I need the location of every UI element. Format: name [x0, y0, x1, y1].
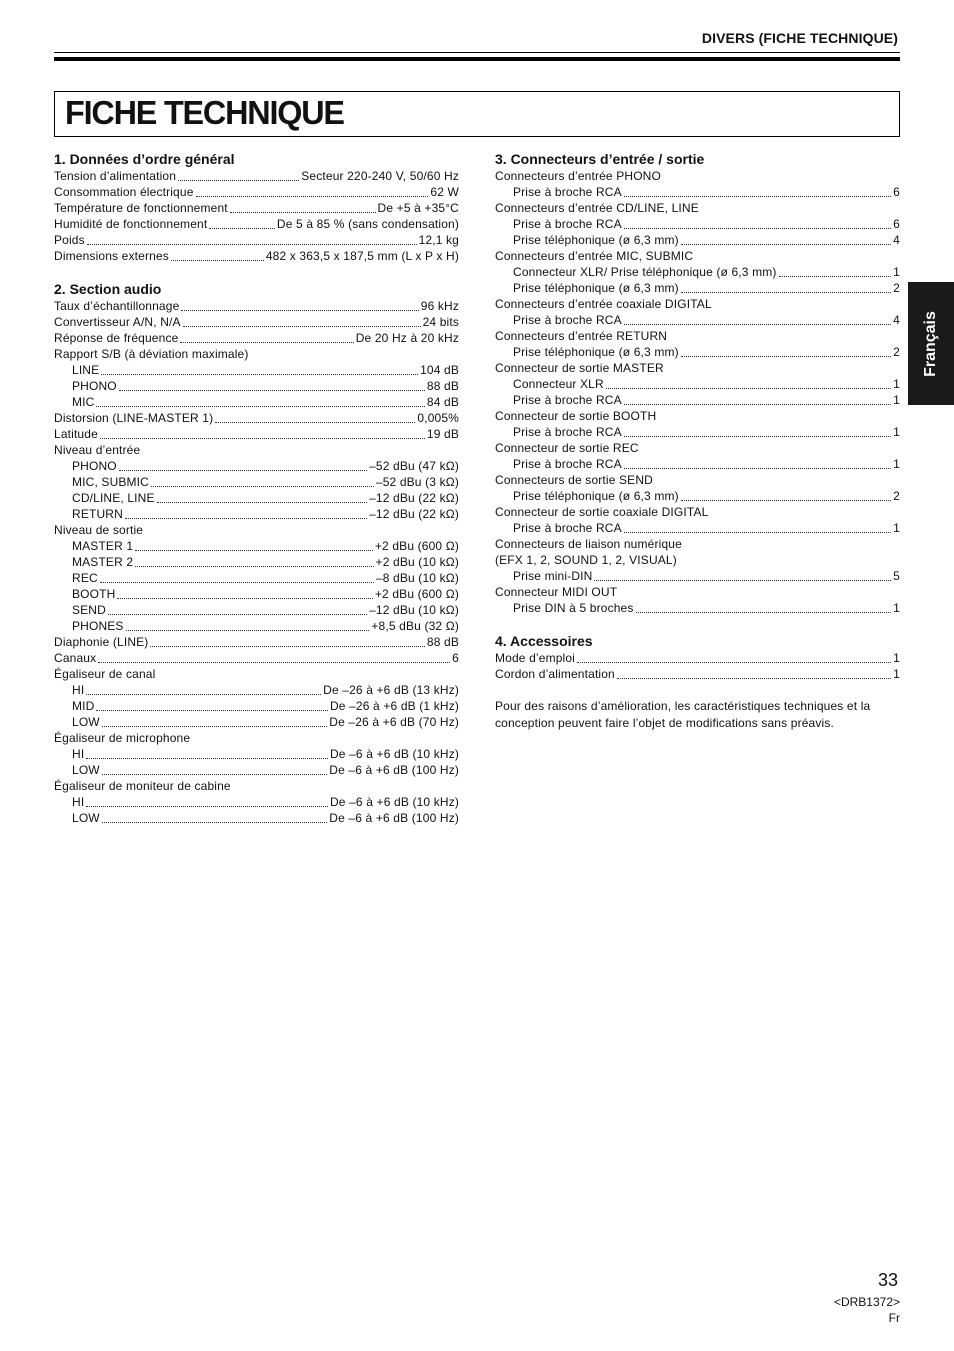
spec-row [495, 488, 900, 504]
leader-dots [102, 774, 327, 775]
spec-label: Connecteurs d’entrée RETURN [495, 329, 668, 343]
leader-dots [86, 758, 328, 759]
spec-value: 96 kHz [420, 299, 459, 313]
spec-label: Prise téléphonique (ø 6,3 mm) [513, 489, 679, 503]
leader-dots [606, 388, 891, 389]
leader-dots [119, 470, 367, 471]
spec-value: De –26 à +6 dB (70 Hz) [329, 715, 459, 729]
spec-row [54, 442, 459, 458]
header-rule-thin [54, 52, 900, 53]
leader-dots [215, 422, 415, 423]
spec-value: +2 dBu (10 kΩ) [375, 555, 459, 569]
spec-row [495, 184, 900, 200]
spec-value: 482 x 363,5 x 187,5 mm (L x P x H) [265, 249, 459, 263]
spec-label: RETURN [72, 507, 123, 521]
leader-dots [594, 580, 891, 581]
leader-dots [681, 500, 891, 501]
spec-label: Niveau d’entrée [54, 443, 141, 457]
leader-dots [87, 244, 417, 245]
leader-dots [102, 726, 327, 727]
spec-label: LOW [72, 715, 100, 729]
spec-row [54, 232, 459, 248]
leader-dots [98, 662, 450, 663]
leader-dots [102, 822, 327, 823]
spec-row [54, 216, 459, 232]
spec-label: REC [72, 571, 98, 585]
spec-row [495, 168, 900, 184]
spec-label: Connecteur MIDI OUT [495, 585, 618, 599]
spec-value: 1 [893, 601, 900, 615]
spec-row [495, 264, 900, 280]
section-title: 1. Données d’ordre général [54, 151, 235, 167]
spec-label: Rapport S/B (à déviation maximale) [54, 347, 249, 361]
spec-label: (EFX 1, 2, SOUND 1, 2, VISUAL) [495, 553, 677, 567]
spec-label: PHONES [72, 619, 124, 633]
spec-row [54, 490, 459, 506]
spec-label: Dimensions externes [54, 249, 169, 263]
spec-row [54, 298, 459, 314]
spec-value: –12 dBu (10 kΩ) [369, 603, 459, 617]
spec-row [495, 440, 900, 456]
spec-label: Convertisseur A/N, N/A [54, 315, 181, 329]
spec-label: Prise à broche RCA [513, 313, 622, 327]
spec-value: 1 [893, 521, 900, 535]
spec-value: 6 [452, 651, 459, 665]
spec-label: MID [72, 699, 95, 713]
spec-label: HI [72, 683, 85, 697]
spec-label: LOW [72, 763, 100, 777]
spec-value: De 20 Hz à 20 kHz [355, 331, 459, 345]
leader-dots [196, 196, 429, 197]
spec-label: Prise à broche RCA [513, 457, 622, 471]
spec-row [495, 552, 900, 568]
leader-dots [178, 180, 299, 181]
spec-value: De 5 à 85 % (sans condensation) [276, 217, 459, 231]
spec-label: Prise mini-DIN [513, 569, 593, 583]
leader-dots [624, 436, 891, 437]
spec-value: De –6 à +6 dB (100 Hz) [329, 763, 459, 777]
spec-row [495, 248, 900, 264]
spec-value: 88 dB [426, 379, 459, 393]
spec-value: 84 dB [426, 395, 459, 409]
spec-label: Connecteur XLR [513, 377, 604, 391]
spec-value: 6 [893, 185, 900, 199]
spec-row [54, 538, 459, 554]
spec-value: 1 [893, 425, 900, 439]
spec-label: Prise DIN à 5 broches [513, 601, 634, 615]
spec-row [495, 344, 900, 360]
leader-dots [624, 228, 891, 229]
leader-dots [636, 612, 892, 613]
spec-label: Consommation électrique [54, 185, 194, 199]
section-title: 4. Accessoires [495, 633, 593, 649]
spec-row [495, 280, 900, 296]
spec-value: 12,1 kg [418, 233, 459, 247]
spec-value: De +5 à +35°C [377, 201, 459, 215]
spec-label: Réponse de fréquence [54, 331, 179, 345]
spec-row [495, 232, 900, 248]
spec-row [54, 554, 459, 570]
spec-row [495, 328, 900, 344]
spec-value: –12 dBu (22 kΩ) [369, 491, 459, 505]
leader-dots [86, 806, 328, 807]
spec-label: Connecteur XLR/ Prise téléphonique (ø 6,3 mm) [513, 265, 777, 279]
spec-row [54, 362, 459, 378]
spec-label: HI [72, 795, 85, 809]
spec-row [54, 346, 459, 362]
spec-value: 1 [893, 457, 900, 471]
leader-dots [117, 598, 372, 599]
spec-label: Humidité de fonctionnement [54, 217, 208, 231]
spec-value: 1 [893, 667, 900, 681]
spec-label: Prise téléphonique (ø 6,3 mm) [513, 233, 679, 247]
spec-label: Prise à broche RCA [513, 185, 622, 199]
spec-label: Tension d’alimentation [54, 169, 177, 183]
section-header-label: DIVERS (FICHE TECHNIQUE) [701, 30, 898, 46]
spec-value: 4 [893, 313, 900, 327]
spec-label: Prise à broche RCA [513, 393, 622, 407]
spec-label: Connecteurs d’entrée coaxiale DIGITAL [495, 297, 712, 311]
leader-dots [181, 310, 418, 311]
leader-dots [681, 356, 891, 357]
section-title: 2. Section audio [54, 281, 162, 297]
spec-row [54, 730, 459, 746]
spec-label: Égaliseur de canal [54, 667, 156, 681]
spec-label: Égaliseur de microphone [54, 731, 191, 745]
spec-row [495, 472, 900, 488]
language-side-tab [908, 282, 954, 405]
spec-label: Connecteurs d’entrée CD/LINE, LINE [495, 201, 699, 215]
leader-dots [119, 390, 425, 391]
spec-row [54, 200, 459, 216]
spec-value: 1 [893, 651, 900, 665]
spec-section [495, 632, 900, 682]
spec-row [54, 458, 459, 474]
spec-label: MIC, SUBMIC [72, 475, 149, 489]
spec-value: De –26 à +6 dB (1 kHz) [329, 699, 459, 713]
spec-label: Connecteur de sortie REC [495, 441, 639, 455]
spec-value: De –6 à +6 dB (10 kHz) [329, 795, 459, 809]
spec-row [495, 584, 900, 600]
spec-value: –52 dBu (3 kΩ) [375, 475, 459, 489]
spec-label: Taux d’échantillonnage [54, 299, 180, 313]
spec-row [495, 312, 900, 328]
leader-dots [135, 566, 373, 567]
spec-row [54, 248, 459, 264]
spec-row [495, 650, 900, 666]
spec-label: Température de fonctionnement [54, 201, 228, 215]
spec-value: 6 [893, 217, 900, 231]
spec-value: De –6 à +6 dB (10 kHz) [329, 747, 459, 761]
spec-label: LOW [72, 811, 100, 825]
spec-label: Canaux [54, 651, 97, 665]
leader-dots [157, 502, 367, 503]
spec-label: Prise téléphonique (ø 6,3 mm) [513, 345, 679, 359]
spec-label: SEND [72, 603, 106, 617]
spec-row [495, 504, 900, 520]
spec-row [54, 394, 459, 410]
spec-label: Poids [54, 233, 85, 247]
spec-row [54, 746, 459, 762]
spec-value: 0,005% [417, 411, 459, 425]
spec-label: Cordon d’alimentation [495, 667, 615, 681]
spec-row [495, 360, 900, 376]
leader-dots [171, 260, 264, 261]
leader-dots [135, 550, 373, 551]
leader-dots [624, 324, 891, 325]
spec-row [54, 570, 459, 586]
spec-value: +2 dBu (600 Ω) [374, 587, 459, 601]
spec-label: Égaliseur de moniteur de cabine [54, 779, 231, 793]
leader-dots [209, 228, 275, 229]
spec-label: Prise à broche RCA [513, 521, 622, 535]
spec-value: 2 [893, 489, 900, 503]
spec-row [495, 216, 900, 232]
spec-row [54, 698, 459, 714]
leader-dots [681, 244, 891, 245]
leader-dots [96, 406, 424, 407]
spec-value: 88 dB [426, 635, 459, 649]
spec-label: Connecteurs d’entrée PHONO [495, 169, 661, 183]
spec-section [54, 150, 459, 264]
leader-dots [125, 518, 367, 519]
spec-label: Prise à broche RCA [513, 217, 622, 231]
document-code: <DRB1372> [833, 1295, 900, 1309]
spec-label: LINE [72, 363, 100, 377]
document-language-code: Fr [888, 1311, 900, 1325]
spec-value: 5 [893, 569, 900, 583]
leader-dots [624, 532, 891, 533]
spec-value: 2 [893, 281, 900, 295]
spec-value: De –6 à +6 dB (100 Hz) [329, 811, 459, 825]
section-title: 3. Connecteurs d’entrée / sortie [495, 151, 705, 167]
spec-value: 4 [893, 233, 900, 247]
spec-label: HI [72, 747, 85, 761]
leader-dots [624, 468, 891, 469]
page-title: FICHE TECHNIQUE [65, 94, 344, 131]
spec-label: Connecteurs d’entrée MIC, SUBMIC [495, 249, 694, 263]
spec-value: 1 [893, 377, 900, 391]
spec-label: Niveau de sortie [54, 523, 144, 537]
spec-value: 24 bits [422, 315, 459, 329]
spec-row [54, 762, 459, 778]
spec-value: Secteur 220-240 V, 50/60 Hz [301, 169, 459, 183]
spec-row [54, 522, 459, 538]
leader-dots [681, 292, 891, 293]
spec-label: PHONO [72, 379, 117, 393]
spec-row [495, 376, 900, 392]
spec-row [54, 650, 459, 666]
leader-dots [126, 630, 370, 631]
leader-dots [86, 694, 321, 695]
spec-value: +8,5 dBu (32 Ω) [371, 619, 459, 633]
leader-dots [183, 326, 421, 327]
spec-label: Diaphonie (LINE) [54, 635, 149, 649]
spec-label: Latitude [54, 427, 98, 441]
spec-row [54, 330, 459, 346]
spec-row [54, 314, 459, 330]
spec-row [54, 474, 459, 490]
spec-row [54, 168, 459, 184]
leader-dots [96, 710, 328, 711]
spec-label: Prise à broche RCA [513, 425, 622, 439]
spec-section [495, 150, 900, 616]
spec-row [495, 296, 900, 312]
spec-row [54, 426, 459, 442]
spec-row [495, 520, 900, 536]
spec-value: 62 W [430, 185, 459, 199]
spec-label: MIC [72, 395, 95, 409]
spec-row [54, 618, 459, 634]
leader-dots [624, 404, 891, 405]
page-title-box [54, 91, 900, 137]
leader-dots [100, 582, 374, 583]
spec-label: Connecteurs de liaison numérique [495, 537, 682, 551]
spec-label: PHONO [72, 459, 117, 473]
header-rule-thick [54, 57, 900, 61]
spec-value: –52 dBu (47 kΩ) [369, 459, 459, 473]
spec-value: +2 dBu (600 Ω) [374, 539, 459, 553]
leader-dots [101, 374, 418, 375]
spec-row [54, 378, 459, 394]
leader-dots [150, 646, 424, 647]
spec-row [54, 682, 459, 698]
spec-row [54, 634, 459, 650]
spec-label: Prise téléphonique (ø 6,3 mm) [513, 281, 679, 295]
spec-value: 2 [893, 345, 900, 359]
spec-label: Distorsion (LINE-MASTER 1) [54, 411, 214, 425]
spec-row [54, 184, 459, 200]
disclaimer-note: Pour des raisons d’amélioration, les caractéristiques techniques et la conception peuvent faire l’objet de modifications sans préavis. [495, 699, 871, 730]
spec-row [54, 794, 459, 810]
spec-label: CD/LINE, LINE [72, 491, 155, 505]
spec-label: Connecteurs de sortie SEND [495, 473, 653, 487]
spec-value: 1 [893, 265, 900, 279]
spec-label: BOOTH [72, 587, 116, 601]
spec-row [495, 200, 900, 216]
leader-dots [577, 662, 891, 663]
right-column [495, 150, 900, 732]
spec-label: Mode d’emploi [495, 651, 575, 665]
leader-dots [100, 438, 425, 439]
spec-row [495, 392, 900, 408]
spec-row [495, 600, 900, 616]
language-side-tab-label: Français [922, 310, 939, 377]
leader-dots [230, 212, 376, 213]
left-column [54, 150, 459, 842]
spec-row [495, 568, 900, 584]
leader-dots [151, 486, 374, 487]
spec-label: MASTER 2 [72, 555, 134, 569]
spec-row [495, 666, 900, 682]
leader-dots [617, 678, 891, 679]
spec-row [495, 424, 900, 440]
spec-row [495, 536, 900, 552]
spec-row [495, 456, 900, 472]
spec-label: MASTER 1 [72, 539, 134, 553]
spec-row [54, 410, 459, 426]
spec-row [54, 714, 459, 730]
leader-dots [779, 276, 892, 277]
page-number: 33 [877, 1270, 898, 1290]
spec-label: Connecteur de sortie coaxiale DIGITAL [495, 505, 709, 519]
leader-dots [108, 614, 367, 615]
leader-dots [180, 342, 353, 343]
spec-row [54, 602, 459, 618]
spec-row [54, 810, 459, 826]
spec-row [54, 586, 459, 602]
spec-row [54, 506, 459, 522]
spec-label: Connecteur de sortie MASTER [495, 361, 664, 375]
spec-value: De –26 à +6 dB (13 kHz) [323, 683, 459, 697]
spec-label: Connecteur de sortie BOOTH [495, 409, 657, 423]
spec-value: –8 dBu (10 kΩ) [375, 571, 459, 585]
spec-value: –12 dBu (22 kΩ) [369, 507, 459, 521]
spec-value: 1 [893, 393, 900, 407]
spec-value: 104 dB [420, 363, 459, 377]
spec-value: 19 dB [426, 427, 459, 441]
spec-row [54, 778, 459, 794]
spec-section [54, 280, 459, 826]
spec-row [54, 666, 459, 682]
spec-row [495, 408, 900, 424]
leader-dots [624, 196, 891, 197]
